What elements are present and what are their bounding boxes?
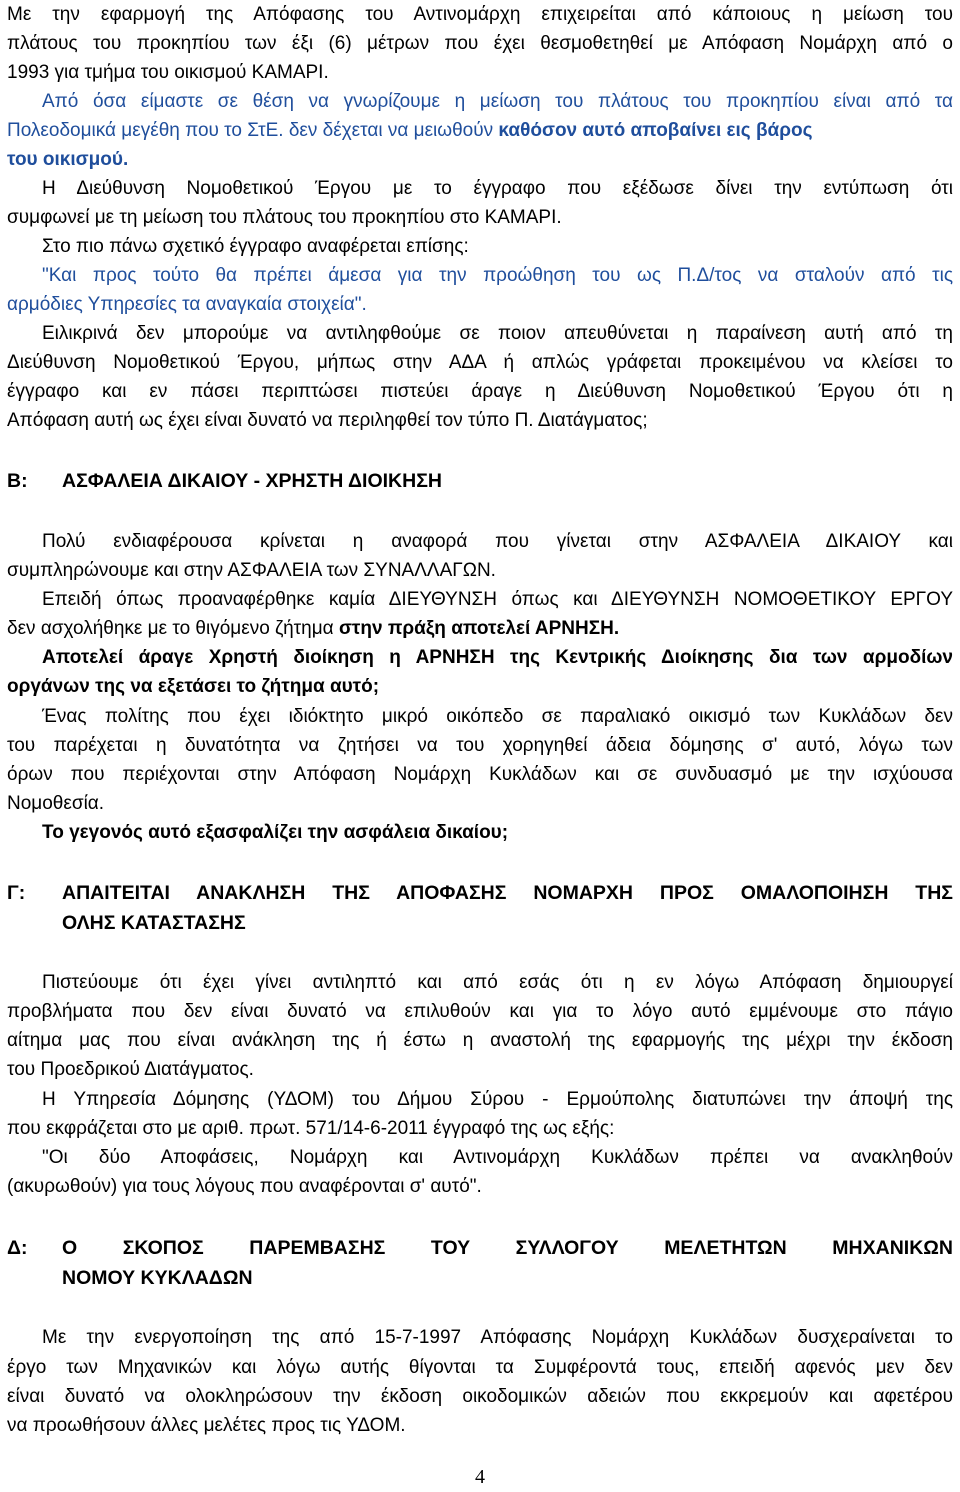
quote-line: "Και προς τούτο θα πρέπει άμεσα για την προώθηση του ως Π.Δ/τος να σταλούν από τις	[42, 265, 953, 286]
paragraph-line: Επειδή όπως προαναφέρθηκε καμία ΔΙΕΥΘΥΝΣΗ όπως και ΔΙΕΥΘΥΝΣΗ ΝΟΜΟΘΕΤΙΚΟΥ ΕΡΓΟΥ	[42, 589, 953, 610]
section-heading-b	[7, 466, 953, 496]
paragraph-line: Πολύ ενδιαφέρουσα κρίνεται η αναφορά που γίνεται στην ΑΣΦΑΛΕΙΑ ΔΙΚΑΙΟΥ και	[42, 531, 953, 552]
paragraph-line: Από όσα είμαστε σε θέση να γνωρίζουμε η μείωση του πλάτους του προκηπίου είναι από τα	[42, 91, 953, 112]
section-label: Β:	[7, 470, 28, 492]
section-label: Δ:	[7, 1237, 28, 1259]
paragraph-line: Ένας πολίτης που έχει ιδιόκτητο μικρό οικόπεδο σε παραλιακό οικισμό των Κυκλάδων δεν	[42, 706, 953, 727]
paragraph-line: του παρέχεται η δυνατότητα να ζητήσει να του χορηγηθεί άδεια δόμησης σ' αυτό, λόγω των	[7, 735, 953, 756]
paragraph-line	[7, 614, 953, 644]
paragraph-line: που εκφράζεται στο με αριθ. πρωτ. 571/14-6-2011 έγγραφό της ως εξής:	[7, 1118, 615, 1139]
paragraph-line: συμφωνεί με τη μείωση του πλάτους του προκηπίου στο ΚΑΜΑΡΙ.	[7, 207, 562, 228]
paragraph-line: Απόφαση αυτή ως έχει είναι δυνατό να περιληφθεί τον τύπο Π. Διατάγματος;	[7, 410, 648, 431]
section-title: ΟΛΗΣ ΚΑΤΑΣΤΑΣΗΣ	[62, 912, 246, 934]
quote-line: αρμόδιες Υπηρεσίες τα αναγκαία στοιχεία".	[7, 294, 367, 315]
line-text: δεν ασχολήθηκε με το θιγόμενο ζήτημα	[7, 618, 339, 639]
section-heading-d-cont	[7, 1263, 953, 1293]
paragraph-line: έγγραφο και εν πάσει περιπτώσει πιστεύει άραγε η Διεύθυνση Νομοθετικού Έργου ότι η	[7, 381, 953, 402]
paragraph-line: Με την εφαρμογή της Απόφασης του Αντινομάρχη επιχειρείται από κάποιους η μείωση του	[7, 4, 953, 25]
emphasis-text: καθόσον αυτό αποβαίνει εις βάρος	[498, 120, 813, 141]
paragraph-line: Ειλικρινά δεν μπορούμε να αντιληφθούμε σε ποιον απευθύνεται η παραίνεση αυτή από τη	[42, 323, 953, 344]
quote-line: (ακυρωθούν) για τους λόγους που αναφέρονται σ' αυτό".	[7, 1176, 482, 1197]
section-title: Ο ΣΚΟΠΟΣ ΠΑΡΕΜΒΑΣΗΣ ΤΟΥ ΣΥΛΛΟΓΟΥ ΜΕΛΕΤΗΤΩΝ ΜΗΧΑΝΙΚΩΝ	[62, 1237, 953, 1259]
paragraph-line: Πιστεύουμε ότι έχει γίνει αντιληπτό και από εσάς ότι η εν λόγω Απόφαση δημιουργεί	[42, 972, 953, 993]
paragraph-line: Η Διεύθυνση Νομοθετικού Έργου με το έγγραφο που εξέδωσε δίνει την εντύπωση ότι	[42, 178, 953, 199]
section-label: Γ:	[7, 882, 26, 904]
section-title: ΑΣΦΑΛΕΙΑ ΔΙΚΑΙΟΥ - ΧΡΗΣΤΗ ΔΙΟΙΚΗΣΗ	[62, 470, 442, 492]
paragraph-line: έργο των Μηχανικών και λόγω αυτής θίγονται τα Συμφέροντά τους, επειδή αφενός μεν δεν	[7, 1357, 953, 1378]
paragraph-line	[7, 116, 953, 146]
paragraph-line: του Προεδρικού Διατάγματος.	[7, 1059, 254, 1080]
paragraph-line: προβλήματα που δεν είναι δυνατό να επιλυθούν και για το λόγο αυτό εμμένουμε στο πάγιο	[7, 1001, 953, 1022]
paragraph-line: οργάνων της να εξετάσει το ζήτημα αυτό;	[7, 676, 380, 697]
paragraph-line: Η Υπηρεσία Δόμησης (ΥΔΟΜ) του Δήμου Σύρου - Ερμούπολης διατυπώνει την άποψή της	[42, 1089, 953, 1110]
paragraph-line: Διεύθυνση Νομοθετικού Έργου, μήπως στην ΑΔΑ ή απλώς γράφεται προκειμένου να κλείσει το	[7, 352, 953, 373]
paragraph-line: όρων που περιέχονται στην Απόφαση Νομάρχη Κυκλάδων και σε συνδυασμό με την ισχύουσα	[7, 764, 953, 785]
paragraph-line: Το γεγονός αυτό εξασφαλίζει την ασφάλεια δικαίου;	[42, 822, 509, 843]
paragraph-line: Αποτελεί άραγε Χρηστή διοίκηση η ΑΡΝΗΣΗ της Κεντρικής Διοίκησης δια των αρμοδίων	[42, 647, 953, 668]
paragraph-line: Στο πιο πάνω σχετικό έγγραφο αναφέρεται επίσης:	[42, 236, 469, 257]
section-heading-d	[7, 1233, 953, 1263]
paragraph-line: συμπληρώνουμε και στην ΑΣΦΑΛΕΙΑ των ΣΥΝΑΛΛΑΓΩΝ.	[7, 560, 496, 581]
paragraph-line: Νομοθεσία.	[7, 793, 105, 814]
paragraph-line: είναι δυνατό να ολοκληρώσουν την έκδοση οικοδομικών αδειών που εκκρεμούν και αφετέρου	[7, 1386, 953, 1407]
quote-line: "Οι δύο Αποφάσεις, Νομάρχη και Αντινομάρχη Κυκλάδων πρέπει να ανακληθούν	[42, 1147, 953, 1168]
paragraph-line: 1993 για τμήμα του οικισμού ΚΑΜΑΡΙ.	[7, 62, 329, 83]
paragraph-line: αίτημα μας που είναι ανάκληση της ή έστω η αναστολή της εφαρμογής της μέχρι την έκδοση	[7, 1030, 953, 1051]
section-heading-g-cont	[7, 908, 953, 938]
paragraph-line: να προωθήσουν άλλες μελέτες προς τις ΥΔΟΜ.	[7, 1415, 406, 1436]
paragraph-line: πλάτους του προκηπίου των έξι (6) μέτρων που έχει θεσμοθετηθεί με Απόφαση Νομάρχη από ο	[7, 33, 953, 54]
paragraph-line: Με την ενεργοποίηση της από 15-7-1997 Απόφασης Νομάρχη Κυκλάδων δυσχεραίνεται το	[42, 1327, 953, 1348]
section-heading-g	[7, 878, 953, 908]
page-number: 4	[475, 1466, 485, 1488]
line-text: Πολεοδομικά μεγέθη που το ΣτΕ. δεν δέχεται να μειωθούν	[7, 120, 499, 141]
section-title: ΑΠΑΙΤΕΙΤΑΙ ΑΝΑΚΛΗΣΗ ΤΗΣ ΑΠΟΦΑΣΗΣ ΝΟΜΑΡΧΗ ΠΡΟΣ ΟΜΑΛΟΠΟΙΗΣΗ ΤΗΣ	[62, 882, 953, 904]
emphasis-text: στην πράξη αποτελεί ΑΡΝΗΣΗ.	[338, 618, 620, 639]
section-title: ΝΟΜΟΥ ΚΥΚΛΑΔΩΝ	[62, 1267, 253, 1289]
paragraph-line: του οικισμού.	[7, 149, 129, 170]
